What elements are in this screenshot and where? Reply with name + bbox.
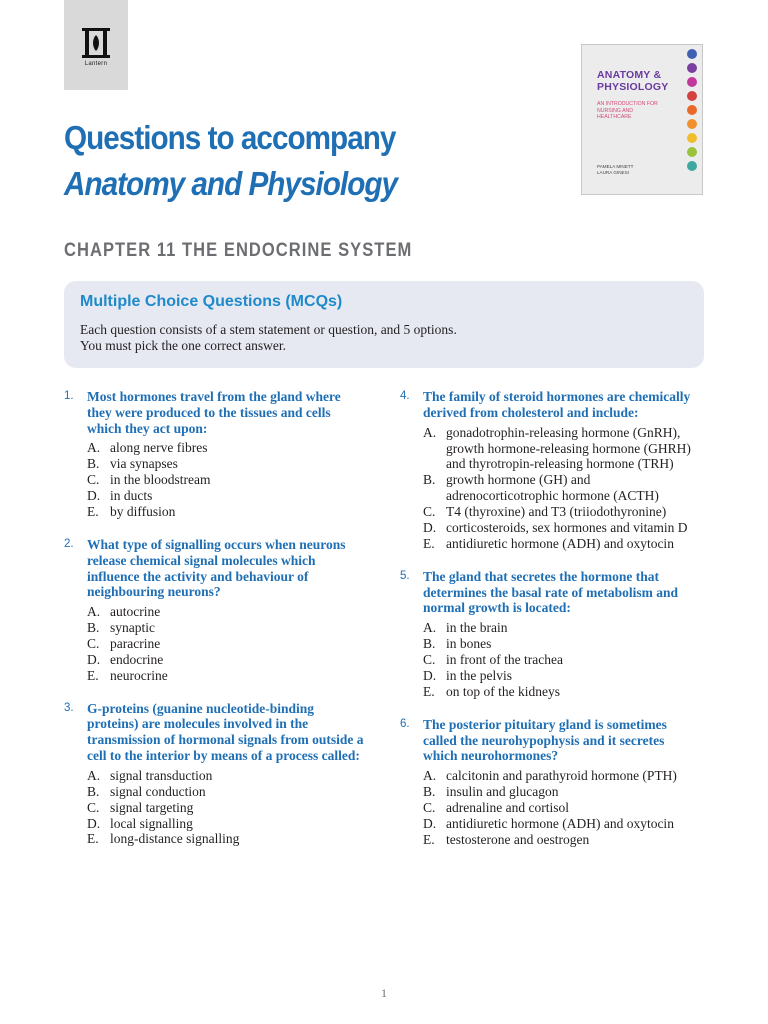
logo-text: Lantern bbox=[84, 61, 108, 67]
option-letter: B. bbox=[423, 636, 436, 652]
mcq-intro bbox=[80, 322, 688, 354]
question-stem: The posterior pituitary gland is sometimes called the neurohypophysis and it secretes which neurohormones? bbox=[423, 716, 667, 764]
option-letter: A. bbox=[423, 768, 437, 784]
book-cover-icon-dot bbox=[687, 91, 697, 101]
answer-option bbox=[400, 668, 700, 684]
publisher-logo bbox=[64, 0, 128, 90]
question-number: 5. bbox=[400, 569, 410, 582]
option-text: long-distance signalling bbox=[110, 831, 240, 847]
mcq-intro-line: You must pick the one correct answer. bbox=[80, 338, 286, 353]
option-text: via synapses bbox=[110, 456, 178, 472]
book-cover-icon-dot bbox=[687, 105, 697, 115]
lantern-icon bbox=[81, 28, 111, 58]
option-letter: A. bbox=[87, 767, 101, 783]
page-number: 1 bbox=[381, 986, 387, 1000]
option-letter: B. bbox=[87, 456, 100, 472]
answer-option bbox=[64, 472, 364, 488]
question-number: 4. bbox=[400, 390, 410, 402]
option-letter: E. bbox=[87, 504, 99, 520]
answer-option bbox=[64, 440, 364, 456]
option-letter: C. bbox=[87, 799, 100, 815]
option-text: synaptic bbox=[110, 620, 155, 636]
book-cover-image bbox=[581, 44, 703, 195]
option-text: corticosteroids, sex hormones and vitamin D bbox=[446, 520, 688, 536]
answer-option bbox=[400, 832, 700, 848]
question-stem-row bbox=[64, 389, 364, 436]
question-item bbox=[64, 389, 364, 520]
book-cover-subtitle: AN INTRODUCTION FOR NURSING AND HEALTHCARE bbox=[597, 101, 658, 120]
answer-option bbox=[400, 520, 700, 536]
option-text: local signalling bbox=[110, 815, 193, 831]
chapter-heading: CHAPTER 11 THE ENDOCRINE SYSTEM bbox=[64, 240, 413, 261]
question-stem-row bbox=[400, 569, 700, 616]
option-text: by diffusion bbox=[110, 504, 176, 520]
option-text: autocrine bbox=[110, 604, 161, 620]
option-text: T4 (thyroxine) and T3 (triiodothyronine) bbox=[446, 504, 667, 520]
question-stem: G-proteins (guanine nucleotide-binding proteins) are molecules involved in the transmission of hormonal signals from outside a cell to the interior by means of a process called: bbox=[87, 700, 364, 764]
option-text: signal transduction bbox=[110, 767, 213, 783]
answer-option bbox=[400, 536, 700, 552]
question-stem: The family of steroid hormones are chemically derived from cholesterol and include: bbox=[423, 389, 691, 420]
option-letter: A. bbox=[87, 604, 101, 620]
question-number: 3. bbox=[64, 701, 74, 714]
option-text: on top of the kidneys bbox=[446, 683, 560, 699]
option-text: signal targeting bbox=[110, 799, 194, 815]
option-letter: B. bbox=[423, 784, 436, 800]
answer-option bbox=[400, 504, 700, 520]
answer-option bbox=[400, 636, 700, 652]
question-stem: What type of signalling occurs when neurons release chemical signal molecules which influence the activity and behaviour of neighbouring neurons? bbox=[87, 536, 346, 600]
question-number: 2. bbox=[64, 537, 74, 550]
option-text: endocrine bbox=[110, 651, 164, 667]
answer-option bbox=[64, 800, 364, 816]
answer-option bbox=[400, 784, 700, 800]
book-cover-author: PAMELA MINETT bbox=[597, 164, 634, 169]
mcq-instructions-box bbox=[64, 281, 704, 368]
option-text: in the bloodstream bbox=[110, 472, 211, 488]
question-stem-row bbox=[400, 717, 700, 764]
answer-option bbox=[64, 816, 364, 832]
page-title-line1: Questions to accompany bbox=[64, 119, 396, 156]
option-text: calcitonin and parathyroid hormone (PTH) bbox=[446, 768, 677, 784]
option-text: in front of the trachea bbox=[446, 652, 563, 668]
option-letter: E. bbox=[423, 831, 435, 847]
option-letter: A. bbox=[423, 620, 437, 636]
book-cover-icon-dot bbox=[687, 119, 697, 129]
option-text: adrenaline and cortisol bbox=[446, 799, 569, 815]
book-cover-author: LAURA GINESI bbox=[597, 170, 629, 175]
option-letter: D. bbox=[423, 815, 437, 831]
option-letter: D. bbox=[87, 651, 101, 667]
book-cover-dots bbox=[687, 49, 697, 171]
answer-options bbox=[400, 620, 700, 700]
questions-column-left bbox=[64, 389, 364, 864]
option-text: in the pelvis bbox=[446, 667, 512, 683]
book-cover-icon-dot bbox=[687, 49, 697, 59]
answer-option bbox=[400, 800, 700, 816]
question-stem-row bbox=[64, 701, 364, 764]
option-letter: E. bbox=[87, 831, 99, 847]
page-title-line2: Anatomy and Physiology bbox=[64, 165, 398, 202]
option-text: neurocrine bbox=[110, 667, 168, 683]
question-number: 1. bbox=[64, 390, 74, 402]
questions-column-right bbox=[400, 389, 700, 865]
answer-option bbox=[64, 604, 364, 620]
answer-option bbox=[400, 620, 700, 636]
answer-option bbox=[64, 488, 364, 504]
question-item bbox=[400, 569, 700, 700]
option-letter: D. bbox=[87, 815, 101, 831]
option-text: along nerve fibres bbox=[110, 440, 208, 456]
question-item bbox=[64, 701, 364, 848]
question-number: 6. bbox=[400, 717, 410, 730]
answer-option bbox=[64, 668, 364, 684]
option-letter: A. bbox=[423, 424, 437, 440]
question-item bbox=[400, 389, 700, 552]
answer-option bbox=[64, 636, 364, 652]
answer-options bbox=[64, 440, 364, 520]
option-text: insulin and glucagon bbox=[446, 784, 559, 800]
option-letter: B. bbox=[423, 472, 436, 488]
book-cover-icon-dot bbox=[687, 77, 697, 87]
answer-options bbox=[400, 425, 700, 552]
option-letter: E. bbox=[423, 683, 435, 699]
mcq-intro-line: Each question consists of a stem statement or question, and 5 options. bbox=[80, 322, 457, 337]
answer-option bbox=[400, 684, 700, 700]
option-letter: C. bbox=[87, 635, 100, 651]
answer-option bbox=[64, 784, 364, 800]
option-text: signal conduction bbox=[110, 783, 206, 799]
answer-options bbox=[64, 604, 364, 684]
book-cover-icon-dot bbox=[687, 133, 697, 143]
answer-option bbox=[64, 620, 364, 636]
option-text: in the brain bbox=[446, 620, 508, 636]
option-text: antidiuretic hormone (ADH) and oxytocin bbox=[446, 815, 674, 831]
answer-option bbox=[64, 504, 364, 520]
answer-option bbox=[400, 816, 700, 832]
answer-option bbox=[64, 831, 364, 847]
question-item bbox=[64, 537, 364, 684]
mcq-heading: Multiple Choice Questions (MCQs) bbox=[80, 293, 343, 310]
question-stem: The gland that secretes the hormone that determines the basal rate of metabolism and normal growth is located: bbox=[423, 568, 678, 616]
option-letter: D. bbox=[423, 520, 437, 536]
answer-options bbox=[400, 768, 700, 848]
answer-option bbox=[64, 456, 364, 472]
answer-option bbox=[64, 652, 364, 668]
option-text: gonadotrophin-releasing hormone (GnRH), growth hormone-releasing hormone (GHRH) and thyrotropin-releasing hormone (TRH) bbox=[446, 424, 691, 472]
book-cover-authors bbox=[597, 164, 677, 176]
option-text: growth hormone (GH) and adrenocorticotrophic hormone (ACTH) bbox=[446, 472, 659, 504]
option-letter: E. bbox=[423, 535, 435, 551]
question-item bbox=[400, 717, 700, 848]
answer-option bbox=[400, 472, 700, 504]
option-letter: C. bbox=[423, 652, 436, 668]
option-letter: B. bbox=[87, 783, 100, 799]
option-text: paracrine bbox=[110, 635, 161, 651]
question-stem: Most hormones travel from the gland where they were produced to the tissues and cells which they act upon: bbox=[87, 389, 341, 436]
option-text: testosterone and oestrogen bbox=[446, 831, 590, 847]
answer-options bbox=[64, 768, 364, 848]
answer-option bbox=[64, 768, 364, 784]
option-letter: E. bbox=[87, 667, 99, 683]
answer-option bbox=[400, 425, 700, 473]
book-cover-icon-dot bbox=[687, 63, 697, 73]
answer-option bbox=[400, 652, 700, 668]
answer-option bbox=[400, 768, 700, 784]
option-letter: B. bbox=[87, 620, 100, 636]
option-text: in bones bbox=[446, 636, 492, 652]
book-cover-title: ANATOMY & PHYSIOLOGY bbox=[597, 69, 669, 93]
option-text: antidiuretic hormone (ADH) and oxytocin bbox=[446, 535, 674, 551]
option-letter: C. bbox=[423, 799, 436, 815]
question-stem-row bbox=[64, 537, 364, 600]
option-letter: A. bbox=[87, 440, 101, 456]
book-cover-icon-dot bbox=[687, 147, 697, 157]
question-stem-row bbox=[400, 389, 700, 421]
book-cover-icon-dot bbox=[687, 161, 697, 171]
option-letter: D. bbox=[87, 488, 101, 504]
option-letter: D. bbox=[423, 667, 437, 683]
option-letter: C. bbox=[87, 472, 100, 488]
option-text: in ducts bbox=[110, 488, 153, 504]
option-letter: C. bbox=[423, 504, 436, 520]
